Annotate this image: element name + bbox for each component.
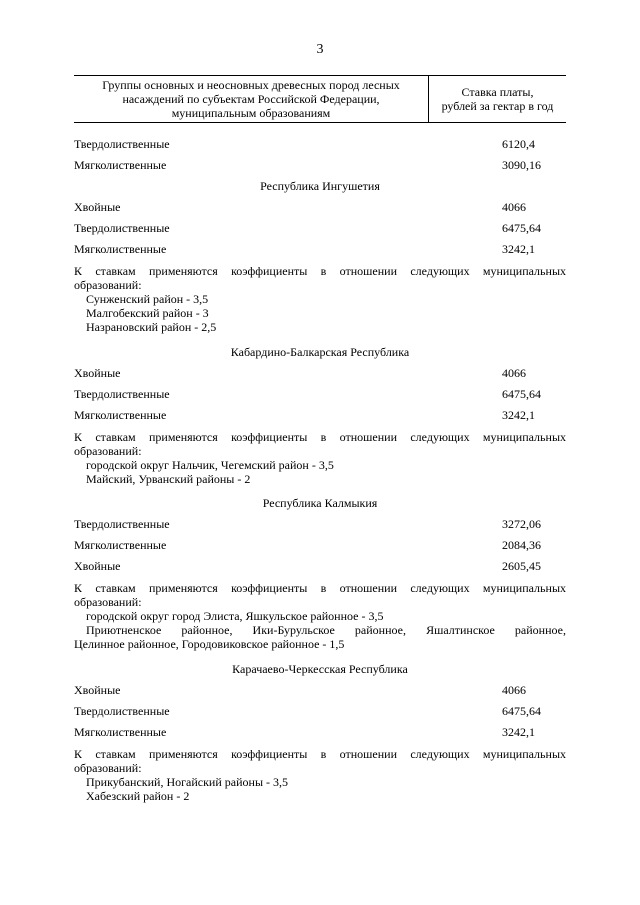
header-col1-line2: насаждений по субъектам Российской Федерации,	[122, 92, 380, 106]
table-row	[74, 363, 566, 384]
species-group: Хвойные	[74, 200, 121, 214]
coefficient-note-tail: образований:	[74, 278, 142, 292]
header-col1-line3: муниципальным образованиям	[171, 106, 331, 120]
table-row	[74, 218, 566, 239]
coefficient-note-tail: образований:	[74, 761, 142, 775]
rate-value: 6475,64	[502, 221, 541, 235]
species-group: Твердолиственные	[74, 221, 170, 235]
table-row	[74, 556, 566, 577]
coefficient-note-tail: образований:	[74, 444, 142, 458]
rate-value: 3242,1	[502, 725, 535, 739]
species-group: Мягколиственные	[74, 158, 167, 172]
section-kchr	[74, 659, 566, 803]
coefficient-item: Назрановский район - 2,5	[86, 320, 217, 334]
header-col2-line2: рублей за гектар в год	[441, 99, 554, 113]
species-group: Мягколиственные	[74, 725, 167, 739]
header-col1-line1: Группы основных и неосновных древесных пород лесных	[102, 78, 400, 92]
table-row	[74, 239, 566, 260]
species-group: Твердолиственные	[74, 137, 170, 151]
coefficient-item: Сунженский район - 3,5	[86, 292, 209, 306]
region-title: Республика Калмыкия	[262, 496, 378, 510]
coefficient-note: К ставкам применяются коэффициенты в отношении следующих муниципальных	[74, 430, 566, 444]
region-title: Республика Ингушетия	[260, 179, 380, 193]
region-title: Карачаево-Черкесская Республика	[232, 662, 408, 676]
table-row	[74, 514, 566, 535]
rate-value: 3242,1	[502, 408, 535, 422]
section-ingushetia	[74, 176, 566, 334]
header-col2-line1: Ставка платы,	[461, 85, 534, 99]
section-kbr	[74, 342, 566, 486]
rate-value: 3272,06	[502, 517, 541, 531]
table-row	[74, 155, 566, 176]
lead-section	[74, 134, 566, 176]
rate-value: 6475,64	[502, 387, 541, 401]
rate-value: 3090,16	[502, 158, 541, 172]
coefficient-item: Майский, Урванский районы - 2	[86, 472, 251, 486]
species-group: Твердолиственные	[74, 704, 170, 718]
table-row	[74, 722, 566, 743]
species-group: Мягколиственные	[74, 538, 167, 552]
coefficient-note-tail: образований:	[74, 595, 142, 609]
coefficient-note: К ставкам применяются коэффициенты в отношении следующих муниципальных	[74, 747, 566, 761]
rate-value: 6120,4	[502, 137, 535, 151]
coefficient-item: Малгобекский район - 3	[86, 306, 209, 320]
table-header	[74, 75, 566, 123]
coefficient-item: Приютненское районное, Ики-Бурульское районное, Яшалтинское районное,	[86, 623, 566, 637]
table-row	[74, 384, 566, 405]
table-row	[74, 405, 566, 426]
rate-value: 4066	[502, 683, 526, 697]
table-row	[74, 197, 566, 218]
species-group: Твердолиственные	[74, 387, 170, 401]
species-group: Хвойные	[74, 366, 121, 380]
coefficient-item: Хабезский район - 2	[86, 789, 190, 803]
coefficient-note: К ставкам применяются коэффициенты в отношении следующих муниципальных	[74, 581, 566, 595]
rate-value: 2605,45	[502, 559, 541, 573]
rate-value: 3242,1	[502, 242, 535, 256]
header-column-groups	[74, 76, 429, 122]
table-row	[74, 701, 566, 722]
species-group: Мягколиственные	[74, 408, 167, 422]
table-row	[74, 535, 566, 556]
coefficient-item-continued: Целинное районное, Городовиковское районное - 1,5	[74, 637, 345, 651]
coefficient-note: К ставкам применяются коэффициенты в отношении следующих муниципальных	[74, 264, 566, 278]
table-row	[74, 680, 566, 701]
coefficient-item: городской округ город Элиста, Яшкульское районное - 3,5	[86, 609, 384, 623]
coefficient-item: городской округ Нальчик, Чегемский район - 3,5	[86, 458, 334, 472]
rate-value: 2084,36	[502, 538, 541, 552]
table-row	[74, 134, 566, 155]
species-group: Хвойные	[74, 683, 121, 697]
species-group: Твердолиственные	[74, 517, 170, 531]
section-kalmykia	[74, 493, 566, 651]
coefficient-item: Прикубанский, Ногайский районы - 3,5	[86, 775, 289, 789]
page-number: 3	[316, 42, 324, 57]
rate-value: 4066	[502, 366, 526, 380]
header-column-rate	[429, 76, 566, 122]
species-group: Мягколиственные	[74, 242, 167, 256]
rate-value: 4066	[502, 200, 526, 214]
rate-value: 6475,64	[502, 704, 541, 718]
region-title: Кабардино-Балкарская Республика	[230, 345, 410, 359]
species-group: Хвойные	[74, 559, 121, 573]
